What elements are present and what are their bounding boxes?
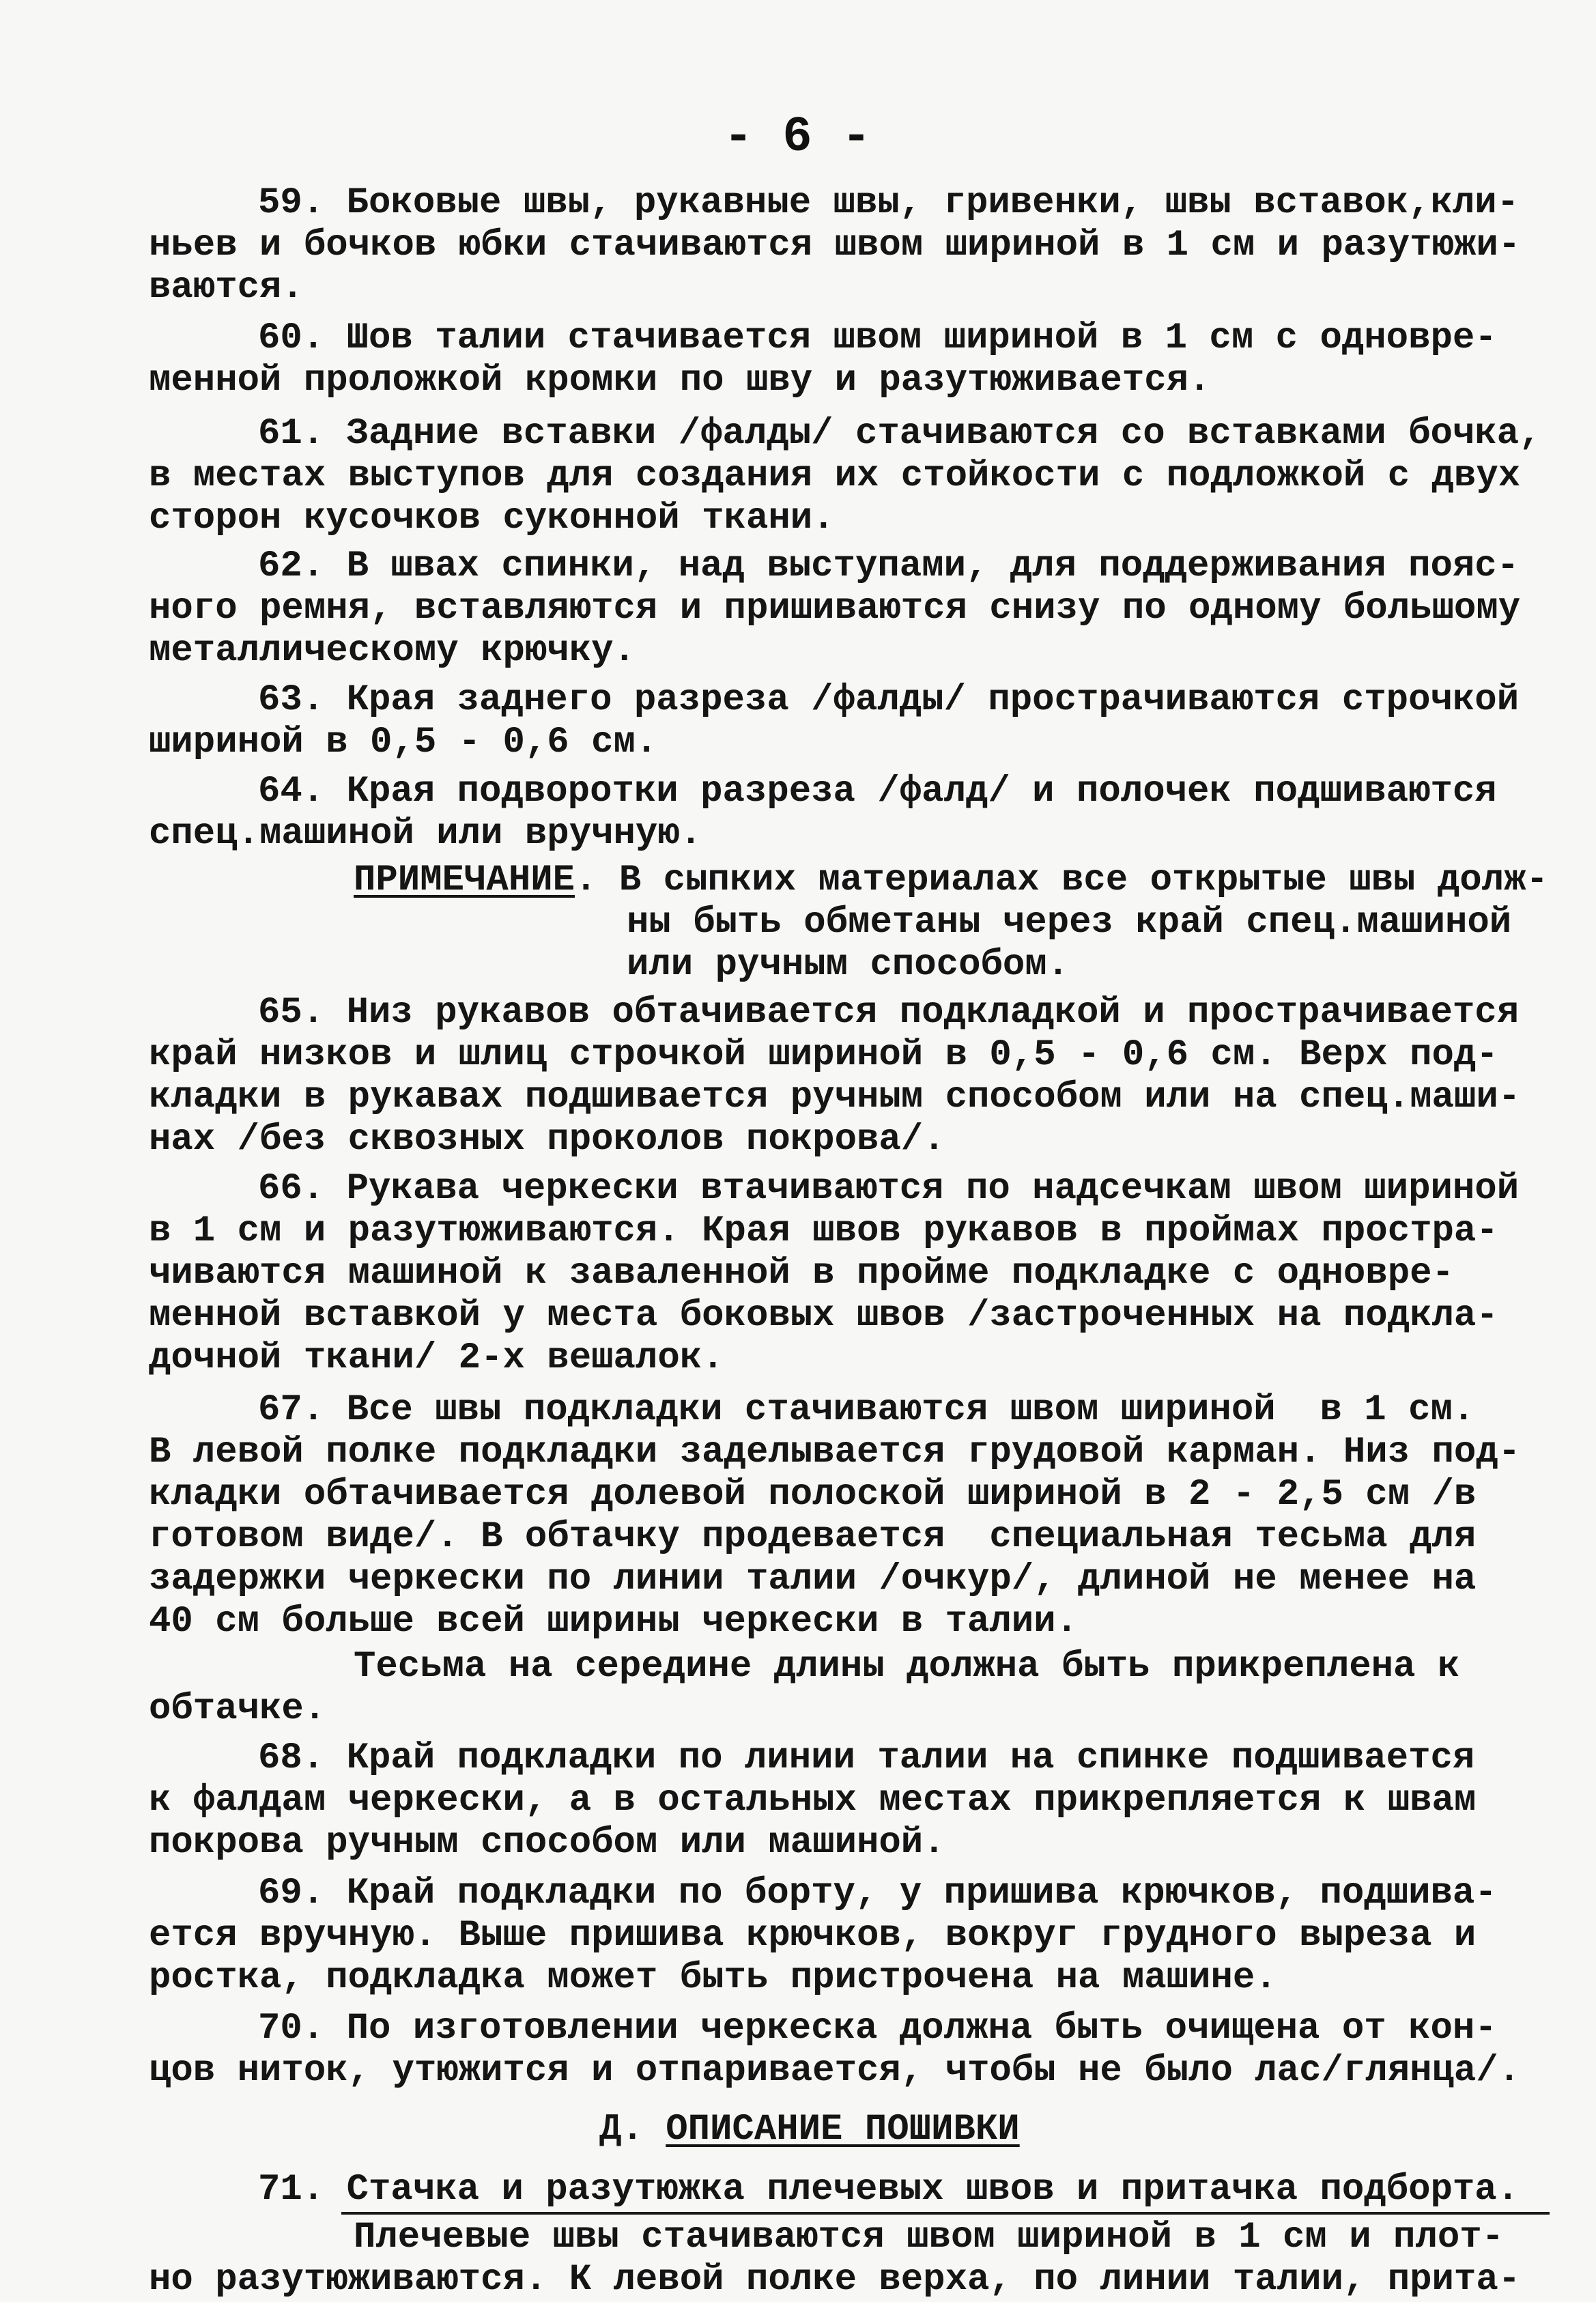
- note-line-2: ны быть обметаны через край спец.машиной: [627, 902, 1512, 943]
- p67-line-3: кладки обтачивается долевой полоской шириной в 2 - 2,5 см /в: [149, 1474, 1477, 1516]
- p59-line-1: 59. Боковые швы, рукавные швы, гривенки, швы вставок,кли-: [258, 182, 1520, 224]
- p67b-line-1: Тесьма на середине длины должна быть прикреплена к: [354, 1646, 1460, 1688]
- p71-line-1: Плечевые швы стачиваются швом шириной в 1 см и плот-: [354, 2217, 1505, 2258]
- p60-line-1: 60. Шов талии стачивается швом шириной в 1 см с одновре-: [258, 317, 1497, 359]
- p66-line-5: дочной ткани/ 2-х вешалок.: [149, 1337, 724, 1379]
- p62-line-3: металлическому крючку.: [149, 630, 636, 672]
- p66-line-4: менной вставкой у места боковых швов /застроченных на подкла-: [149, 1295, 1498, 1337]
- p64-line-1: 64. Края подворотки разреза /фалд/ и полочек подшиваются: [258, 771, 1497, 812]
- p67b-line-2: обтачке.: [149, 1688, 326, 1730]
- note-text-1: . В сыпких материалах все открытые швы долж-: [575, 859, 1548, 901]
- p70-line-2: цов ниток, утюжится и отпаривается, чтобы не было лас/глянца/.: [149, 2050, 1521, 2092]
- p70-line-1: 70. По изготовлении черкеска должна быть очищена от кон-: [258, 2008, 1497, 2049]
- p63-line-1: 63. Края заднего разреза /фалды/ прострачиваются строчкой: [258, 679, 1520, 721]
- p62-line-1: 62. В швах спинки, над выступами, для поддерживания пояс-: [258, 545, 1520, 587]
- note-line-1: [354, 860, 1548, 901]
- p68-line-3: покрова ручным способом или машиной.: [149, 1822, 945, 1864]
- p59-line-2: ньев и бочков юбки стачиваются швом шириной в 1 см и разутюжи-: [149, 225, 1521, 266]
- p67-line-2: В левой полке подкладки заделывается грудовой карман. Низ под-: [149, 1432, 1521, 1473]
- p65-line-2: край низков и шлиц строчкой шириной в 0,5 - 0,6 см. Верх под-: [149, 1034, 1498, 1076]
- p61-line-3: сторон кусочков суконной ткани.: [149, 498, 835, 539]
- p71-heading-underline: [341, 2212, 1550, 2215]
- section-heading-title: ОПИСАНИЕ ПОШИВКИ: [666, 2109, 1020, 2150]
- section-heading-prefix: Д.: [599, 2109, 666, 2150]
- p66-line-3: чиваются машиной к заваленной в пройме подкладке с одновре-: [149, 1253, 1454, 1294]
- p65-line-1: 65. Низ рукавов обтачивается подкладкой и прострачивается: [258, 992, 1520, 1034]
- p67-line-6: 40 см больше всей ширины черкески в талии.: [149, 1601, 1079, 1643]
- p66-line-2: в 1 см и разутюживаются. Края швов рукавов в проймах прострa-: [149, 1210, 1498, 1252]
- p67-line-1: 67. Все швы подкладки стачиваются швом шириной в 1 см.: [258, 1389, 1475, 1431]
- p71-line-2: но разутюживаются. К левой полке верха, по линии талии, прита-: [149, 2259, 1521, 2301]
- note-line-3: или ручным способом.: [627, 944, 1070, 986]
- note-label: ПРИМЕЧАНИЕ: [354, 859, 575, 901]
- p65-line-3: кладки в рукавах подшивается ручным способом или на спец.маши-: [149, 1077, 1521, 1118]
- p71-heading: 71. Стачка и разутюжка плечевых швов и притачка подборта.: [258, 2169, 1520, 2211]
- p69-line-3: ростка, подкладка может быть пристрочена на машине.: [149, 1957, 1277, 1999]
- page-number: - 6 -: [724, 109, 872, 165]
- p61-line-2: в местах выступов для создания их стойкости с подложкой с двух: [149, 455, 1521, 497]
- p61-line-1: 61. Задние вставки /фалды/ стачиваются со вставками бочка,: [258, 413, 1541, 455]
- p68-line-2: к фалдам черкески, а в остальных местах прикрепляется к швам: [149, 1780, 1477, 1821]
- p63-line-2: шириной в 0,5 - 0,6 см.: [149, 722, 658, 763]
- p69-line-1: 69. Край подкладки по борту, у пришива крючков, подшива-: [258, 1873, 1497, 1914]
- p65-line-4: нах /без сквозных проколов покрова/.: [149, 1119, 945, 1161]
- section-heading: [599, 2109, 1020, 2150]
- p69-line-2: ется вручную. Выше пришива крючков, вокруг грудного выреза и: [149, 1915, 1477, 1957]
- p66-line-1: 66. Рукава черкески втачиваются по надсечкам швом шириной: [258, 1168, 1520, 1210]
- p60-line-2: менной проложкой кромки по шву и разутюживается.: [149, 360, 1211, 401]
- p59-line-3: ваются.: [149, 267, 304, 309]
- p68-line-1: 68. Край подкладки по линии талии на спинке подшивается: [258, 1737, 1475, 1779]
- p67-line-4: готовом виде/. В обтачку продевается специальная тесьма для: [149, 1516, 1477, 1558]
- p62-line-2: ного ремня, вставляются и пришиваются снизу по одному большому: [149, 588, 1521, 629]
- p67-line-5: задержки черкески по линии талии /очкур/, длиной не менее на: [149, 1559, 1477, 1600]
- p64-line-2: спец.машиной или вручную.: [149, 813, 702, 855]
